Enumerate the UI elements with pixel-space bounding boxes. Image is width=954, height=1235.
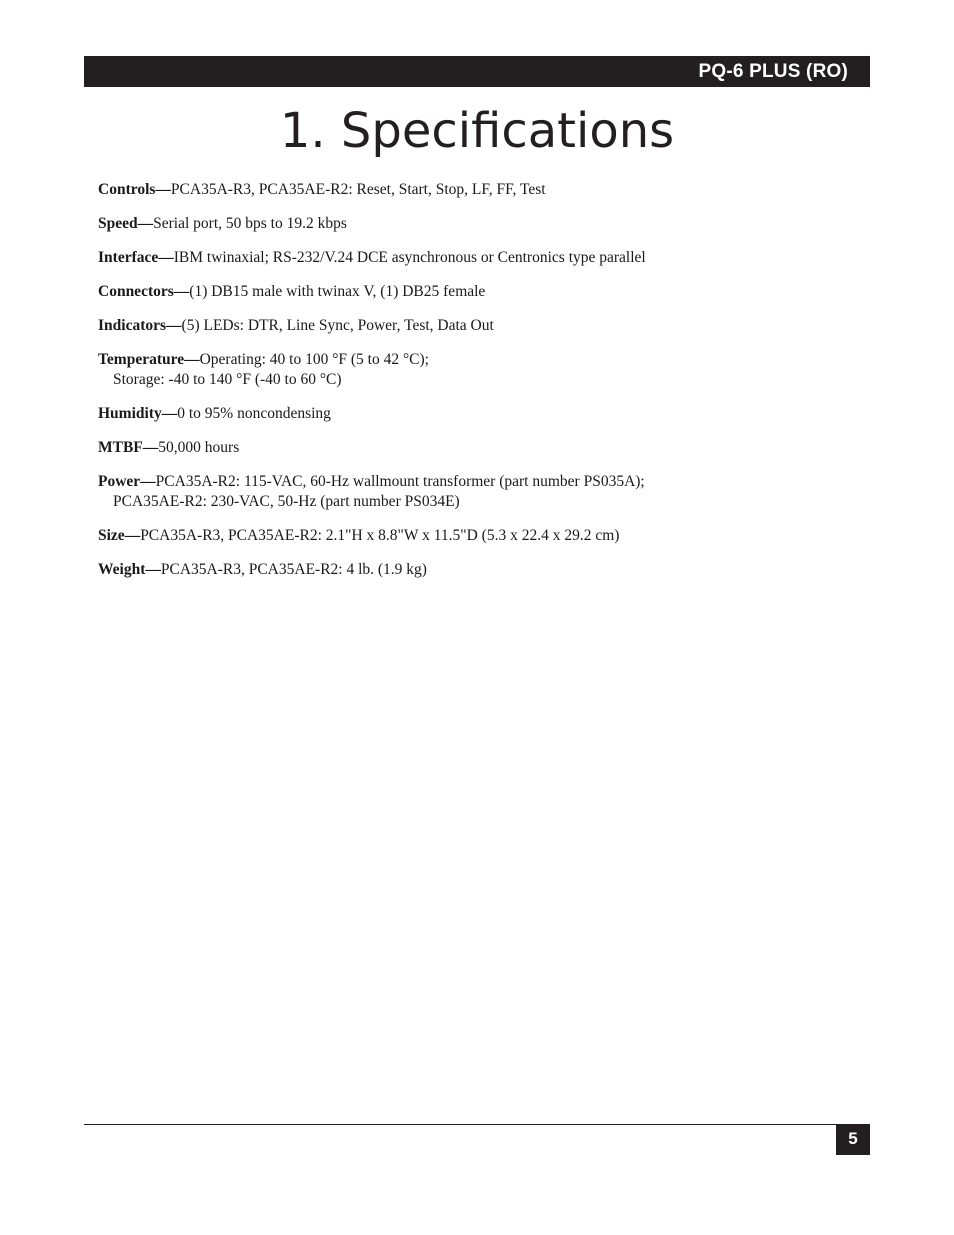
spec-value-continued: Storage: -40 to 140 °F (-40 to 60 °C) [113,371,342,388]
spec-separator: — [166,317,182,334]
spec-label: MTBF [98,439,143,456]
spec-mtbf [98,438,878,458]
spec-humidity [98,404,878,424]
specifications-list [98,180,878,594]
spec-label: Connectors [98,283,174,300]
spec-separator: — [145,561,161,578]
spec-value: PCA35A-R2: 115-VAC, 60-Hz wallmount transformer (part number PS035A); [155,473,645,490]
header-bar [84,56,870,87]
spec-separator: — [173,283,190,300]
spec-interface [98,248,878,268]
page-number: 5 [836,1125,870,1155]
spec-separator: — [142,439,159,456]
spec-value: PCA35A-R3, PCA35AE-R2: Reset, Start, Stop, LF, FF, Test [170,181,546,198]
spec-speed [98,214,878,234]
spec-separator: — [184,351,200,368]
spec-label: Temperature [98,351,185,368]
spec-value: Operating: 40 to 100 °F (5 to 42 °C); [199,351,429,368]
spec-label: Humidity [98,405,162,422]
spec-separator: — [140,473,156,490]
spec-indicators [98,316,878,336]
footer-rule [84,1124,870,1125]
spec-value: (1) DB15 male with twinax V, (1) DB25 female [189,283,486,300]
spec-label: Indicators [98,317,167,334]
spec-power [98,472,878,512]
spec-separator: — [161,405,178,422]
spec-value: PCA35A-R3, PCA35AE-R2: 2.1"H x 8.8"W x 11.5"D (5.3 x 22.4 x 29.2 cm) [140,527,620,544]
spec-value: Serial port, 50 bps to 19.2 kbps [153,215,347,232]
spec-temperature [98,350,878,390]
spec-connectors [98,282,878,302]
spec-value: IBM twinaxial; RS-232/V.24 DCE asynchronous or Centronics type parallel [173,249,646,266]
spec-separator: — [155,181,171,198]
page-title: 1. Specifications [279,103,675,159]
spec-weight [98,560,878,580]
spec-controls [98,180,878,200]
spec-label: Size [98,527,125,544]
spec-value: 0 to 95% noncondensing [177,405,331,422]
spec-label: Controls [98,181,156,198]
spec-label: Interface [98,249,159,266]
spec-label: Power [98,473,141,490]
spec-separator: — [137,215,154,232]
spec-separator: — [124,527,141,544]
spec-size [98,526,878,546]
spec-separator: — [158,249,174,266]
spec-value: (5) LEDs: DTR, Line Sync, Power, Test, Data Out [181,317,494,334]
spec-value: 50,000 hours [158,439,240,456]
spec-value: PCA35A-R3, PCA35AE-R2: 4 lb. (1.9 kg) [160,561,427,578]
spec-label: Speed [98,215,138,232]
spec-value-continued: PCA35AE-R2: 230-VAC, 50-Hz (part number PS034E) [113,493,460,510]
product-name: PQ-6 PLUS (RO) [698,61,848,82]
spec-label: Weight [98,561,146,578]
